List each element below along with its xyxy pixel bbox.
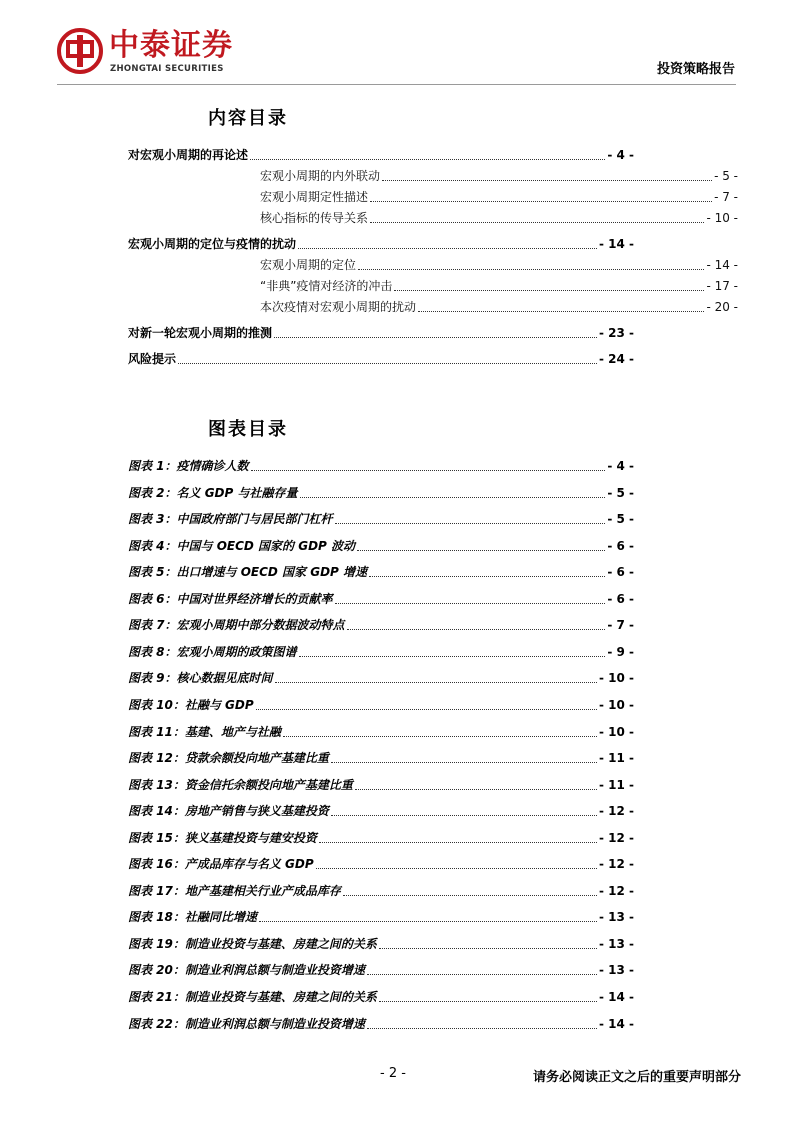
toc-entry-label[interactable]: 对新一轮宏观小周期的推测 <box>128 326 273 340</box>
toc-entry-label[interactable]: 图表 18：社融同比增速 <box>128 910 257 924</box>
figure-entry[interactable] <box>128 960 634 978</box>
toc-entry-label[interactable]: 图表 2：名义 GDP 与社融存量 <box>128 486 298 500</box>
toc-entry-page[interactable]: - 4 - <box>607 459 634 473</box>
figure-entry[interactable] <box>128 801 634 819</box>
dot-leader <box>283 736 597 737</box>
toc-entry-page[interactable]: - 9 - <box>607 645 634 659</box>
figure-entry[interactable] <box>128 775 634 793</box>
figure-entry[interactable] <box>128 907 634 925</box>
toc-entry-page[interactable]: - 5 - <box>607 486 634 500</box>
toc-entry-level2[interactable] <box>260 255 738 273</box>
toc-entry-page[interactable]: - 23 - <box>598 326 634 340</box>
dot-leader <box>298 248 597 249</box>
toc-entry-label[interactable]: 本次疫情对宏观小周期的扰动 <box>260 300 417 314</box>
report-type-label: 投资策略报告 <box>656 62 735 77</box>
zhongtai-logo-icon <box>57 28 103 74</box>
dot-leader <box>367 974 597 975</box>
toc-entry-page[interactable]: - 6 - <box>607 539 634 553</box>
dot-leader <box>299 656 606 657</box>
dot-leader <box>379 948 597 949</box>
figure-entry[interactable] <box>128 934 634 952</box>
figure-entry[interactable] <box>128 536 634 554</box>
toc-entry-page[interactable]: - 14 - <box>598 237 634 251</box>
toc-entry-page[interactable]: - 10 - <box>598 725 634 739</box>
toc-entry-label[interactable]: 图表 10：社融与 GDP <box>128 698 254 712</box>
toc-entry-level1[interactable] <box>128 145 634 163</box>
figure-entry[interactable] <box>128 562 634 580</box>
dot-leader <box>355 789 597 790</box>
dot-leader <box>358 269 704 270</box>
toc-entry-page[interactable]: - 5 - <box>714 169 738 183</box>
toc-entry-level1[interactable] <box>128 323 634 341</box>
dot-leader <box>357 550 605 551</box>
toc-entry-label[interactable]: 图表 21：制造业投资与基建、房建之间的关系 <box>128 990 377 1004</box>
toc-entry-level2[interactable] <box>260 208 738 226</box>
dot-leader <box>394 290 704 291</box>
footer-page-number: - 2 - <box>380 1066 406 1081</box>
dot-leader <box>347 629 606 630</box>
figure-entry[interactable] <box>128 642 634 660</box>
figure-entry[interactable] <box>128 589 634 607</box>
toc-entry-label[interactable]: 图表 7：宏观小周期中部分数据波动特点 <box>128 618 345 632</box>
toc-entry-label[interactable]: 图表 22：制造业利润总额与制造业投资增速 <box>128 1017 365 1031</box>
toc-entry-page[interactable]: - 10 - <box>706 211 738 225</box>
figure-entry[interactable] <box>128 881 634 899</box>
toc-entry-page[interactable]: - 10 - <box>598 671 634 685</box>
toc-entry-label[interactable]: 图表 3：中国政府部门与居民部门杠杆 <box>128 512 333 526</box>
dot-leader <box>178 363 597 364</box>
toc-entry-label[interactable]: 图表 8：宏观小周期的政策图谱 <box>128 645 297 659</box>
toc-entry-level2[interactable] <box>260 276 738 294</box>
toc-entry-page[interactable]: - 6 - <box>607 565 634 579</box>
figure-entry[interactable] <box>128 695 634 713</box>
figures-title: 图表目录 <box>208 419 288 440</box>
toc-entry-label[interactable]: 图表 13：资金信托余额投向地产基建比重 <box>128 778 353 792</box>
figure-entry[interactable] <box>128 668 634 686</box>
dot-leader <box>251 470 606 471</box>
toc-entry-label[interactable]: 图表 17：地产基建相关行业产成品库存 <box>128 884 341 898</box>
dot-leader <box>418 311 704 312</box>
toc-entry-label[interactable]: “非典”疫情对经济的冲击 <box>260 279 393 293</box>
figure-entry[interactable] <box>128 828 634 846</box>
figure-entry[interactable] <box>128 722 634 740</box>
dot-leader <box>370 201 712 202</box>
figure-entry[interactable] <box>128 854 634 872</box>
figure-entry[interactable] <box>128 483 634 501</box>
figure-entry[interactable] <box>128 456 634 474</box>
toc-entry-label[interactable]: 宏观小周期定性描述 <box>260 190 369 204</box>
page-header <box>0 0 793 90</box>
toc-entry-page[interactable]: - 5 - <box>607 512 634 526</box>
toc-entry-label[interactable]: 宏观小周期的定位 <box>260 258 357 272</box>
toc-entry-page[interactable]: - 24 - <box>598 352 634 366</box>
toc-entry-page[interactable]: - 14 - <box>706 258 738 272</box>
dot-leader <box>370 222 704 223</box>
figure-entry[interactable] <box>128 615 634 633</box>
toc-entry-label[interactable]: 图表 16：产成品库存与名义 GDP <box>128 857 314 871</box>
toc-entry-page[interactable]: - 6 - <box>607 592 634 606</box>
dot-leader <box>300 497 606 498</box>
toc-entry-label[interactable]: 图表 5：出口增速与 OECD 国家 GDP 增速 <box>128 565 368 579</box>
dot-leader <box>275 682 597 683</box>
toc-entry-label[interactable]: 对宏观小周期的再论述 <box>128 148 249 162</box>
toc-entry-page[interactable]: - 13 - <box>598 910 634 924</box>
toc-entry-page[interactable]: - 20 - <box>706 300 738 314</box>
toc-entry-page[interactable]: - 10 - <box>598 698 634 712</box>
toc-entry-page[interactable]: - 14 - <box>598 1017 634 1031</box>
logo-english-name: ZHONGTAI SECURITIES <box>110 64 224 74</box>
toc-entry-label[interactable]: 宏观小周期的内外联动 <box>260 169 381 183</box>
dot-leader <box>369 576 605 577</box>
toc-entry-page[interactable]: - 11 - <box>598 778 634 792</box>
toc-entry-label[interactable]: 图表 20：制造业利润总额与制造业投资增速 <box>128 963 365 977</box>
logo-chinese-name: 中泰证券 <box>109 28 233 63</box>
toc-entry-label[interactable]: 图表 6：中国对世界经济增长的贡献率 <box>128 592 333 606</box>
toc-entry-page[interactable]: - 12 - <box>598 857 634 871</box>
dot-leader <box>316 868 597 869</box>
dot-leader <box>367 1028 597 1029</box>
figure-entry[interactable] <box>128 987 634 1005</box>
figure-entry[interactable] <box>128 509 634 527</box>
toc-entry-page[interactable]: - 13 - <box>598 963 634 977</box>
toc-entry-label[interactable]: 风险提示 <box>128 352 177 366</box>
toc-entry-label[interactable]: 宏观小周期的定位与疫情的扰动 <box>128 237 297 251</box>
dot-leader <box>343 895 597 896</box>
toc-entry-page[interactable]: - 7 - <box>607 618 634 632</box>
figure-entry[interactable] <box>128 748 634 766</box>
dot-leader <box>256 709 597 710</box>
toc-entry-page[interactable]: - 11 - <box>598 751 634 765</box>
toc-entry-label[interactable]: 图表 9：核心数据见底时间 <box>128 671 273 685</box>
toc-entry-level2[interactable] <box>260 187 738 205</box>
dot-leader <box>331 762 597 763</box>
company-logo <box>57 28 257 78</box>
toc-entry-page[interactable]: - 14 - <box>598 990 634 1004</box>
toc-entry-page[interactable]: - 13 - <box>598 937 634 951</box>
toc-entry-label[interactable]: 图表 1：疫情确诊人数 <box>128 459 249 473</box>
figure-entry[interactable] <box>128 1014 634 1032</box>
toc-entry-page[interactable]: - 12 - <box>598 804 634 818</box>
dot-leader <box>331 815 597 816</box>
toc-entry-page[interactable]: - 12 - <box>598 831 634 845</box>
toc-entry-page[interactable]: - 17 - <box>706 279 738 293</box>
footer-disclaimer: 请务必阅读正文之后的重要声明部分 <box>532 1070 741 1085</box>
toc-entry-label[interactable]: 图表 19：制造业投资与基建、房建之间的关系 <box>128 937 377 951</box>
toc-entry-label[interactable]: 图表 11：基建、地产与社融 <box>128 725 281 739</box>
toc-entry-label[interactable]: 图表 12：贷款余额投向地产基建比重 <box>128 751 329 765</box>
toc-entry-label[interactable]: 图表 14：房地产销售与狭义基建投资 <box>128 804 329 818</box>
contents-title: 内容目录 <box>208 108 288 129</box>
dot-leader <box>250 159 605 160</box>
toc-entry-page[interactable]: - 12 - <box>598 884 634 898</box>
toc-entry-page[interactable]: - 7 - <box>714 190 738 204</box>
dot-leader <box>382 180 712 181</box>
dot-leader <box>274 337 597 338</box>
toc-entry-label[interactable]: 图表 15：狭义基建投资与建安投资 <box>128 831 317 845</box>
toc-entry-level1[interactable] <box>128 349 634 367</box>
toc-entry-label[interactable]: 核心指标的传导关系 <box>260 211 369 225</box>
toc-entry-label[interactable]: 图表 4：中国与 OECD 国家的 GDP 波动 <box>128 539 356 553</box>
toc-entry-level2[interactable] <box>260 297 738 315</box>
dot-leader <box>335 523 606 524</box>
dot-leader <box>379 1001 597 1002</box>
dot-leader <box>319 842 597 843</box>
dot-leader <box>259 921 597 922</box>
dot-leader <box>335 603 606 604</box>
toc-entry-level2[interactable] <box>260 166 738 184</box>
toc-entry-page[interactable]: - 4 - <box>607 148 634 162</box>
header-divider <box>57 84 736 85</box>
toc-entry-level1[interactable] <box>128 234 634 252</box>
